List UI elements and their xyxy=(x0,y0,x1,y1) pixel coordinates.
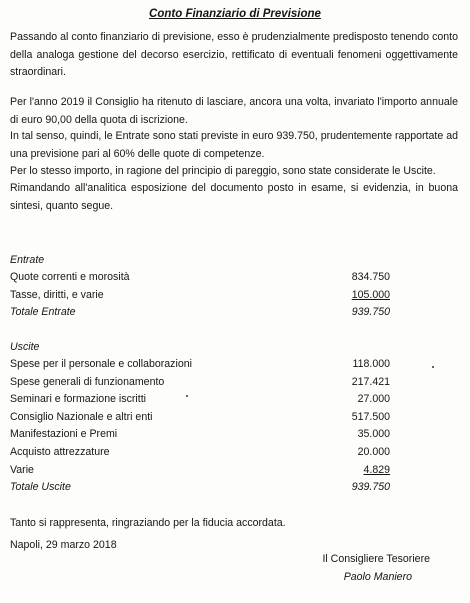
scan-speck xyxy=(186,395,188,397)
row-value: 834.750 xyxy=(351,271,390,283)
total-row xyxy=(10,304,460,322)
table-row xyxy=(10,356,460,374)
row-value: 27.000 xyxy=(357,393,390,406)
table-row xyxy=(10,426,460,444)
total-value: 939.750 xyxy=(351,481,390,494)
row-label: Manifestazioni e Premi xyxy=(10,428,118,441)
entrate-heading: Entrate xyxy=(10,254,45,266)
paragraph-intro: Passando al conto finanziario di previsione, esso è prudenzialmente predisposto tenendo conto della analoga gestione del decorso esercizio, rettificato di eventuali fenomeni oggettivamente straordinari. xyxy=(10,31,458,78)
signature-name: Paolo Maniero xyxy=(343,571,412,583)
closing-sentence: Tanto si rappresenta, ringraziando per la fiducia accordata. xyxy=(10,517,286,529)
row-label: Spese generali di funzionamento xyxy=(10,375,165,388)
row-label: Spese per il personale e collaborazioni xyxy=(10,358,192,370)
place-date: Napoli, 29 marzo 2018 xyxy=(10,539,117,551)
total-row xyxy=(10,479,460,497)
total-value: 939.750 xyxy=(351,306,390,319)
table-row xyxy=(10,391,460,409)
table-row xyxy=(10,462,460,480)
table-row xyxy=(10,269,460,287)
row-value: 35.000 xyxy=(357,428,390,441)
row-value: 20.000 xyxy=(357,445,390,458)
signature-role: Il Consigliere Tesoriere xyxy=(322,553,430,565)
row-value: 4.829 xyxy=(363,463,390,476)
total-label: Totale Uscite xyxy=(10,481,71,494)
table-row xyxy=(10,374,460,392)
row-value: 118.000 xyxy=(352,358,390,370)
row-label: Quote correnti e morosità xyxy=(10,271,130,283)
uscite-section xyxy=(10,339,460,497)
document-title: Conto Finanziario di Previsione xyxy=(149,8,321,20)
row-label: Tasse, diritti, e varie xyxy=(10,288,104,301)
row-label: Seminari e formazione iscritti xyxy=(10,393,146,406)
uscite-heading: Uscite xyxy=(10,341,40,353)
table-row xyxy=(10,287,460,305)
scan-speck xyxy=(432,366,434,368)
row-value: 517.500 xyxy=(351,410,390,423)
row-label: Acquisto attrezzature xyxy=(10,445,110,458)
row-value: 217.421 xyxy=(351,375,390,388)
table-row xyxy=(10,409,460,427)
total-label: Totale Entrate xyxy=(10,306,76,319)
row-label: Varie xyxy=(10,463,34,476)
table-row xyxy=(10,444,460,462)
row-value: 105.000 xyxy=(351,288,390,301)
paragraph-uscite: Per lo stesso importo, in ragione del principio di pareggio, sono state considerate le Uscite. xyxy=(10,165,436,177)
row-label: Consiglio Nazionale e altri enti xyxy=(10,410,153,423)
paragraph-entrate: In tal senso, quindi, le Entrate sono stati previste in euro 939.750, prudentemente rapportate ad una previsione pari al 60% delle quote di competenze. xyxy=(10,130,458,160)
paragraph-sintesi: Rimandando all'analitica esposizione del documento posto in esame, si evidenzia, in buona sintesi, quanto segue. xyxy=(10,182,458,212)
paragraph-quota: Per l'anno 2019 il Consiglio ha ritenuto di lasciare, ancora una volta, invariato l'importo annuale di euro 90,00 della quota di iscrizione. xyxy=(10,96,458,126)
entrate-section xyxy=(10,252,460,322)
